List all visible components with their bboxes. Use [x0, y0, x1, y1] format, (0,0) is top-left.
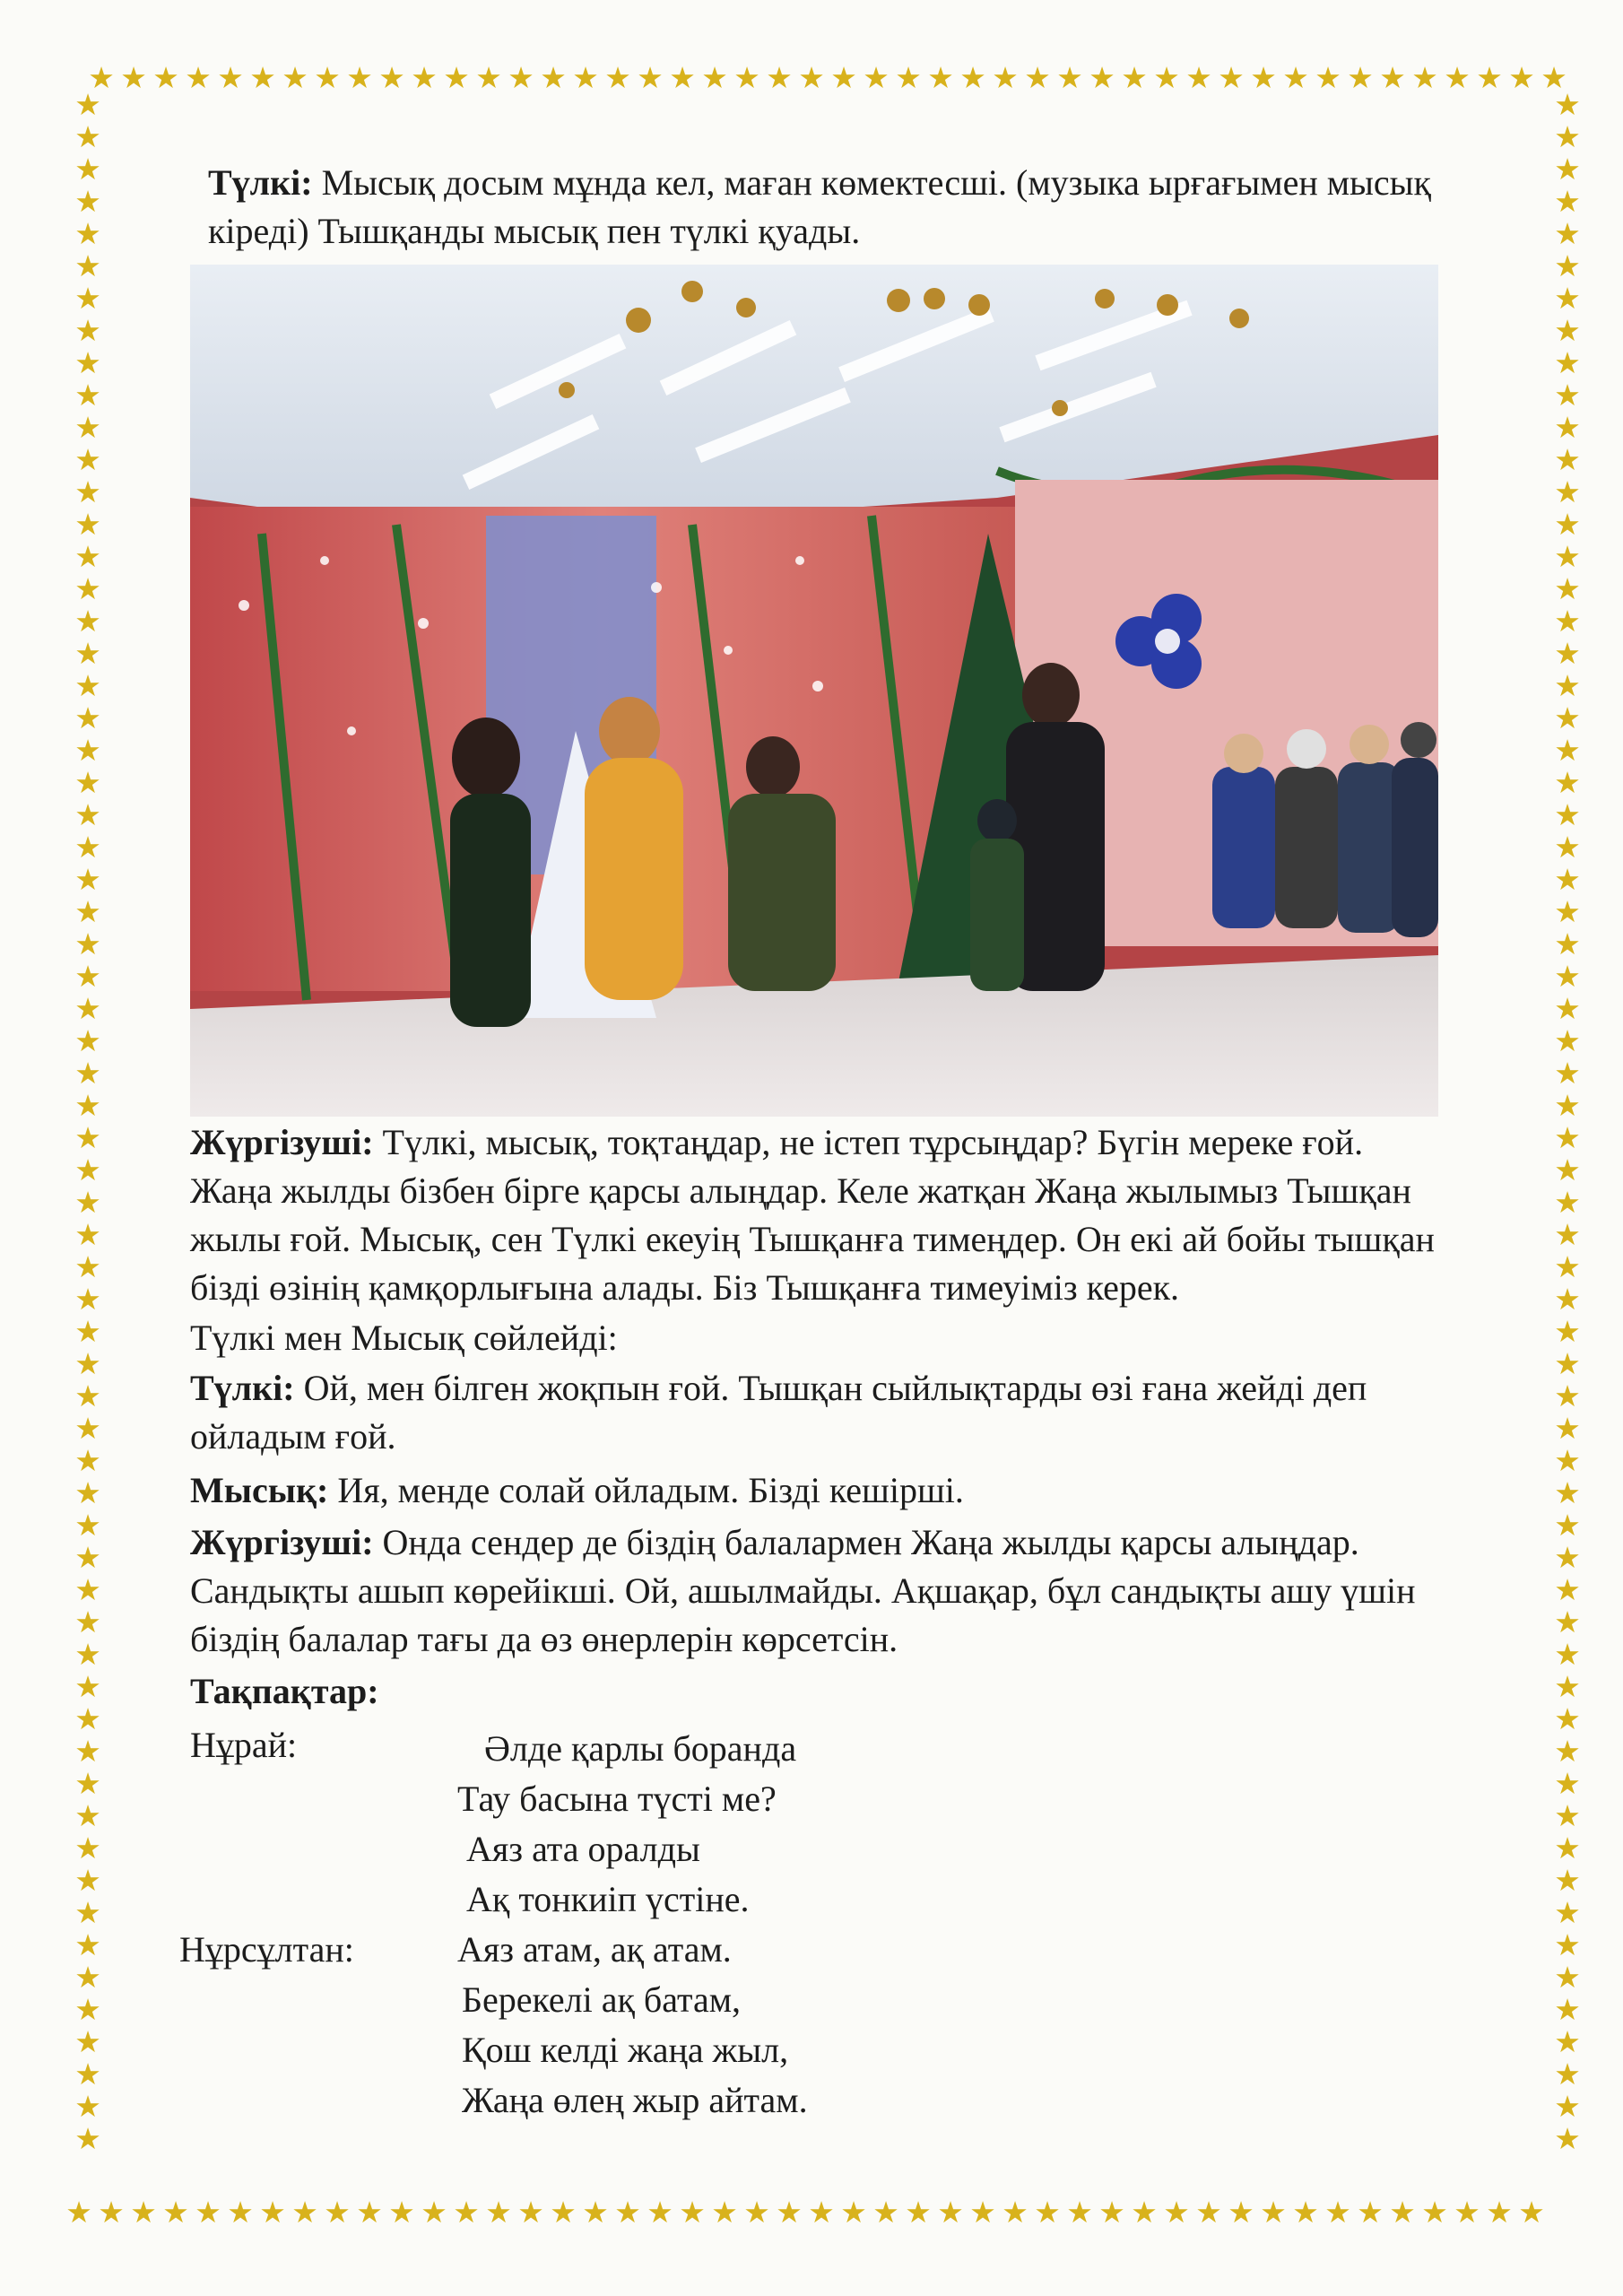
- star-icon: ★: [74, 1443, 101, 1478]
- star-icon: ★: [74, 474, 101, 509]
- star-icon: ★: [1541, 60, 1567, 95]
- star-icon: ★: [74, 604, 101, 639]
- star-icon: ★: [1554, 2121, 1581, 2156]
- star-icon: ★: [1554, 1152, 1581, 1187]
- star-icon: ★: [1024, 60, 1051, 95]
- star-icon: ★: [74, 1508, 101, 1543]
- star-icon: ★: [1554, 119, 1581, 154]
- star-icon: ★: [1098, 2195, 1125, 2230]
- star-icon: ★: [74, 1669, 101, 1704]
- star-icon: ★: [1554, 991, 1581, 1026]
- star-icon: ★: [1002, 2195, 1028, 2230]
- star-icon: ★: [1554, 216, 1581, 251]
- star-icon: ★: [1444, 60, 1471, 95]
- star-icon: ★: [74, 1863, 101, 1898]
- star-icon: ★: [74, 87, 101, 122]
- star-icon: ★: [1554, 1798, 1581, 1833]
- star-icon: ★: [743, 2195, 770, 2230]
- star-icon: ★: [1554, 1701, 1581, 1736]
- star-icon: ★: [1508, 60, 1535, 95]
- star-icon: ★: [65, 2195, 92, 2230]
- star-icon: ★: [1554, 1056, 1581, 1091]
- poem1-reciter: Нұрай:: [190, 1725, 298, 1765]
- star-icon: ★: [74, 539, 101, 574]
- star-icon: ★: [1121, 60, 1148, 95]
- star-icon: ★: [74, 668, 101, 703]
- star-icon: ★: [1056, 60, 1083, 95]
- star-icon: ★: [1554, 1927, 1581, 1962]
- star-icon: ★: [453, 2195, 480, 2230]
- star-icon: ★: [1554, 2057, 1581, 2092]
- star-icon: ★: [1411, 60, 1438, 95]
- star-icon: ★: [485, 2195, 512, 2230]
- star-icon: ★: [74, 797, 101, 832]
- stage-direction: Түлкі мен Мысық сөйлейді:: [190, 1318, 618, 1358]
- star-icon: ★: [74, 1701, 101, 1736]
- speaker-label: Түлкі:: [208, 162, 313, 203]
- poem1-line: Аяз ата оралды: [466, 1829, 700, 1869]
- star-icon: ★: [259, 2195, 286, 2230]
- speaker-label: Жүргізуші:: [190, 1122, 374, 1162]
- star-icon: ★: [1554, 733, 1581, 768]
- star-icon: ★: [1554, 765, 1581, 800]
- star-icon: ★: [959, 60, 986, 95]
- star-icon: ★: [74, 862, 101, 897]
- star-icon: ★: [540, 60, 567, 95]
- poem1-line: Тау басына түсті ме?: [457, 1779, 777, 1819]
- poem1-line: Әлде қарлы боранда: [484, 1728, 797, 1769]
- star-icon: ★: [152, 60, 179, 95]
- star-border-left: [72, 87, 104, 2188]
- star-icon: ★: [388, 2195, 415, 2230]
- star-icon: ★: [776, 2195, 803, 2230]
- star-icon: ★: [905, 2195, 932, 2230]
- speaker-label: Жүргізуші:: [190, 1522, 374, 1562]
- star-icon: ★: [711, 2195, 738, 2230]
- star-icon: ★: [604, 60, 631, 95]
- star-icon: ★: [669, 60, 696, 95]
- paragraph-intro-line1: [208, 160, 1431, 206]
- star-icon: ★: [1554, 2024, 1581, 2059]
- star-icon: ★: [1554, 604, 1581, 639]
- star-icon: ★: [411, 60, 438, 95]
- star-icon: ★: [74, 1960, 101, 1995]
- speaker-label: Түлкі:: [190, 1368, 295, 1408]
- star-icon: ★: [830, 60, 857, 95]
- star-icon: ★: [74, 1798, 101, 1833]
- star-icon: ★: [1357, 2195, 1384, 2230]
- dialogue-text: Ой, мен білген жоқпын ғой. Тышқан сыйлықтарды өзі ғана жейді деп: [303, 1368, 1367, 1408]
- star-icon: ★: [1228, 2195, 1254, 2230]
- star-icon: ★: [614, 2195, 641, 2230]
- star-icon: ★: [1518, 2195, 1545, 2230]
- star-icon: ★: [74, 733, 101, 768]
- star-icon: ★: [378, 60, 405, 95]
- star-icon: ★: [927, 60, 954, 95]
- star-icon: ★: [74, 345, 101, 380]
- star-icon: ★: [1554, 152, 1581, 187]
- star-icon: ★: [1379, 60, 1406, 95]
- star-icon: ★: [74, 442, 101, 477]
- star-icon: ★: [1554, 959, 1581, 994]
- star-icon: ★: [1554, 1282, 1581, 1317]
- star-icon: ★: [346, 60, 373, 95]
- star-icon: ★: [1554, 1217, 1581, 1252]
- star-icon: ★: [517, 2195, 544, 2230]
- dialogue-text: Түлкі, мысық, тоқтаңдар, не істеп тұрсыңдар? Бүгін мереке ғой.: [382, 1122, 1364, 1162]
- star-icon: ★: [1554, 1120, 1581, 1155]
- star-icon: ★: [74, 1314, 101, 1349]
- star-icon: ★: [1066, 2195, 1093, 2230]
- star-icon: ★: [1554, 830, 1581, 865]
- star-icon: ★: [1554, 1443, 1581, 1478]
- star-icon: ★: [1034, 2195, 1061, 2230]
- stage-photo: [190, 265, 1438, 1117]
- poem1-line: Ақ тонкиіп үстіне.: [466, 1879, 750, 1919]
- star-border-right: [1551, 87, 1584, 2188]
- star-icon: ★: [1554, 87, 1581, 122]
- star-icon: ★: [1218, 60, 1245, 95]
- star-icon: ★: [74, 152, 101, 187]
- star-icon: ★: [1554, 184, 1581, 219]
- star-icon: ★: [508, 60, 534, 95]
- star-icon: ★: [74, 2057, 101, 2092]
- star-icon: ★: [1554, 474, 1581, 509]
- star-icon: ★: [74, 507, 101, 542]
- dialogue-text: Онда сендер де біздің балалармен Жаңа жылды қарсы алыңдар.: [382, 1522, 1359, 1562]
- star-icon: ★: [1315, 60, 1341, 95]
- paragraph-host-line2: Жаңа жылды бізбен бірге қарсы алыңдар. Келе жатқан Жаңа жылымыз Тышқан: [190, 1170, 1411, 1211]
- star-icon: ★: [1153, 60, 1180, 95]
- star-icon: ★: [130, 2195, 157, 2230]
- star-icon: ★: [74, 1572, 101, 1607]
- star-icon: ★: [74, 830, 101, 865]
- star-icon: ★: [291, 2195, 318, 2230]
- star-icon: ★: [863, 60, 890, 95]
- poem2-line: Аяз атам, ақ атам.: [457, 1929, 732, 1970]
- star-icon: ★: [74, 1056, 101, 1091]
- star-icon: ★: [324, 2195, 351, 2230]
- star-icon: ★: [74, 571, 101, 606]
- star-icon: ★: [74, 1637, 101, 1672]
- star-icon: ★: [1554, 1895, 1581, 1930]
- star-icon: ★: [1554, 410, 1581, 445]
- star-icon: ★: [808, 2195, 835, 2230]
- star-icon: ★: [1554, 1185, 1581, 1220]
- poem2-line: Қош келді жаңа жыл,: [462, 2030, 789, 2070]
- star-icon: ★: [74, 1540, 101, 1575]
- star-icon: ★: [74, 636, 101, 671]
- star-icon: ★: [74, 1120, 101, 1155]
- star-border-top: [85, 60, 1592, 95]
- star-icon: ★: [314, 60, 341, 95]
- star-icon: ★: [74, 1346, 101, 1381]
- star-icon: ★: [120, 60, 147, 95]
- paragraph-fox-line2: ойладым ғой.: [190, 1416, 396, 1457]
- star-icon: ★: [74, 2024, 101, 2059]
- star-icon: ★: [582, 2195, 609, 2230]
- star-icon: ★: [1554, 1411, 1581, 1446]
- star-icon: ★: [1554, 1540, 1581, 1575]
- star-icon: ★: [1554, 378, 1581, 413]
- star-icon: ★: [1282, 60, 1309, 95]
- star-icon: ★: [74, 991, 101, 1026]
- poem2-reciter: Нұрсұлтан:: [179, 1929, 354, 1970]
- star-icon: ★: [74, 1831, 101, 1866]
- star-icon: ★: [1554, 1605, 1581, 1639]
- star-icon: ★: [1554, 797, 1581, 832]
- star-icon: ★: [937, 2195, 964, 2230]
- star-icon: ★: [1554, 1734, 1581, 1769]
- star-icon: ★: [1554, 1088, 1581, 1123]
- star-icon: ★: [74, 410, 101, 445]
- star-icon: ★: [1185, 60, 1212, 95]
- star-icon: ★: [1554, 894, 1581, 929]
- star-icon: ★: [421, 2195, 447, 2230]
- star-icon: ★: [356, 2195, 383, 2230]
- paragraph-intro-line2: кіреді) Тышқанды мысық пен түлкі қуады.: [208, 211, 861, 251]
- star-icon: ★: [1554, 571, 1581, 606]
- star-icon: ★: [282, 60, 308, 95]
- star-icon: ★: [1554, 1249, 1581, 1284]
- paragraph-host-line1: [190, 1119, 1363, 1166]
- star-icon: ★: [74, 2121, 101, 2156]
- star-icon: ★: [1554, 1960, 1581, 1995]
- star-icon: ★: [1554, 345, 1581, 380]
- star-icon: ★: [1554, 1508, 1581, 1543]
- star-icon: ★: [1389, 2195, 1416, 2230]
- star-icon: ★: [1554, 926, 1581, 961]
- star-icon: ★: [475, 60, 502, 95]
- star-icon: ★: [88, 60, 115, 95]
- star-icon: ★: [249, 60, 276, 95]
- star-icon: ★: [840, 2195, 867, 2230]
- star-icon: ★: [443, 60, 470, 95]
- star-icon: ★: [74, 1217, 101, 1252]
- star-icon: ★: [195, 2195, 221, 2230]
- star-icon: ★: [1250, 60, 1277, 95]
- star-icon: ★: [1476, 60, 1503, 95]
- star-icon: ★: [733, 60, 760, 95]
- star-icon: ★: [74, 1282, 101, 1317]
- star-icon: ★: [1554, 507, 1581, 542]
- star-icon: ★: [74, 2089, 101, 2124]
- star-icon: ★: [74, 1411, 101, 1446]
- star-icon: ★: [1554, 442, 1581, 477]
- star-icon: ★: [1195, 2195, 1222, 2230]
- star-icon: ★: [992, 60, 1019, 95]
- star-icon: ★: [1347, 60, 1374, 95]
- star-icon: ★: [1554, 248, 1581, 283]
- star-icon: ★: [227, 2195, 254, 2230]
- star-icon: ★: [1554, 1637, 1581, 1672]
- star-icon: ★: [74, 1734, 101, 1769]
- star-icon: ★: [185, 60, 212, 95]
- star-icon: ★: [1554, 1766, 1581, 1801]
- star-icon: ★: [1554, 668, 1581, 703]
- star-icon: ★: [1554, 1346, 1581, 1381]
- star-icon: ★: [74, 926, 101, 961]
- star-icon: ★: [74, 248, 101, 283]
- star-icon: ★: [1554, 862, 1581, 897]
- star-icon: ★: [647, 2195, 673, 2230]
- star-border-bottom: [63, 2197, 1560, 2230]
- star-icon: ★: [74, 700, 101, 735]
- dialogue-text: Мысық досым мұнда кел, маған көмектесші. (музыка ырғағымен мысық: [321, 162, 1431, 203]
- poem2-line: Берекелі ақ батам,: [462, 1979, 742, 2020]
- star-icon: ★: [1260, 2195, 1287, 2230]
- star-icon: ★: [1089, 60, 1115, 95]
- star-icon: ★: [74, 378, 101, 413]
- star-icon: ★: [1324, 2195, 1351, 2230]
- star-icon: ★: [1421, 2195, 1448, 2230]
- star-icon: ★: [74, 1185, 101, 1220]
- star-icon: ★: [74, 216, 101, 251]
- star-icon: ★: [1554, 1831, 1581, 1866]
- star-icon: ★: [701, 60, 728, 95]
- paragraph-host2-line3: біздің балалар тағы да өз өнерлерін көрсетсін.: [190, 1619, 898, 1659]
- star-icon: ★: [74, 1992, 101, 2027]
- star-icon: ★: [74, 1605, 101, 1639]
- paragraph-host2-line2: Сандықты ашып көрейікші. Ой, ашылмайды. Ақшақар, бұл сандықты ашу үшін: [190, 1570, 1416, 1611]
- star-icon: ★: [1554, 1992, 1581, 2027]
- star-icon: ★: [1292, 2195, 1319, 2230]
- star-icon: ★: [74, 765, 101, 800]
- star-icon: ★: [1554, 2089, 1581, 2124]
- star-icon: ★: [1554, 1378, 1581, 1413]
- star-icon: ★: [1454, 2195, 1480, 2230]
- star-icon: ★: [550, 2195, 577, 2230]
- paragraph-host-line3: жылы ғой. Мысық, сен Түлкі екеуің Тышқанға тимеңдер. Он екі ай бойы тышқан: [190, 1219, 1435, 1259]
- star-icon: ★: [1554, 1314, 1581, 1349]
- star-icon: ★: [74, 1088, 101, 1123]
- paragraph-host2-line1: [190, 1519, 1359, 1566]
- star-icon: ★: [798, 60, 825, 95]
- star-icon: ★: [1554, 1572, 1581, 1607]
- star-icon: ★: [679, 2195, 706, 2230]
- star-icon: ★: [1554, 1023, 1581, 1058]
- dialogue-text: Ия, менде солай ойладым. Бізді кешірші.: [337, 1470, 964, 1510]
- star-icon: ★: [895, 60, 922, 95]
- star-icon: ★: [74, 1766, 101, 1801]
- section-title: Тақпақтар:: [190, 1671, 379, 1711]
- poem2-line: Жаңа өлең жыр айтам.: [462, 2080, 808, 2120]
- star-icon: ★: [572, 60, 599, 95]
- star-icon: ★: [74, 281, 101, 316]
- star-icon: ★: [217, 60, 244, 95]
- star-icon: ★: [74, 1152, 101, 1187]
- star-icon: ★: [969, 2195, 996, 2230]
- speaker-label: Мысық:: [190, 1470, 329, 1510]
- star-icon: ★: [74, 959, 101, 994]
- star-icon: ★: [1554, 539, 1581, 574]
- star-icon: ★: [74, 1023, 101, 1058]
- star-icon: ★: [74, 1249, 101, 1284]
- star-icon: ★: [1554, 281, 1581, 316]
- star-icon: ★: [1554, 1669, 1581, 1704]
- star-icon: ★: [637, 60, 664, 95]
- star-icon: ★: [1163, 2195, 1190, 2230]
- star-icon: ★: [872, 2195, 899, 2230]
- star-icon: ★: [1554, 636, 1581, 671]
- star-icon: ★: [74, 1927, 101, 1962]
- paragraph-fox-line1: [190, 1365, 1367, 1412]
- star-icon: ★: [74, 313, 101, 348]
- star-icon: ★: [74, 894, 101, 929]
- star-icon: ★: [1131, 2195, 1158, 2230]
- paragraph-cat-line1: [190, 1467, 964, 1514]
- star-icon: ★: [766, 60, 793, 95]
- star-icon: ★: [74, 1475, 101, 1510]
- star-icon: ★: [1554, 1475, 1581, 1510]
- paragraph-host-line4: бізді өзінің қамқорлығына алады. Біз Тышқанға тимеуіміз керек.: [190, 1267, 1180, 1308]
- star-icon: ★: [74, 119, 101, 154]
- star-icon: ★: [162, 2195, 189, 2230]
- star-icon: ★: [1554, 1863, 1581, 1898]
- star-icon: ★: [74, 1895, 101, 1930]
- star-icon: ★: [1486, 2195, 1513, 2230]
- star-icon: ★: [74, 184, 101, 219]
- star-icon: ★: [1554, 313, 1581, 348]
- star-icon: ★: [74, 1378, 101, 1413]
- star-icon: ★: [98, 2195, 125, 2230]
- star-icon: ★: [1554, 700, 1581, 735]
